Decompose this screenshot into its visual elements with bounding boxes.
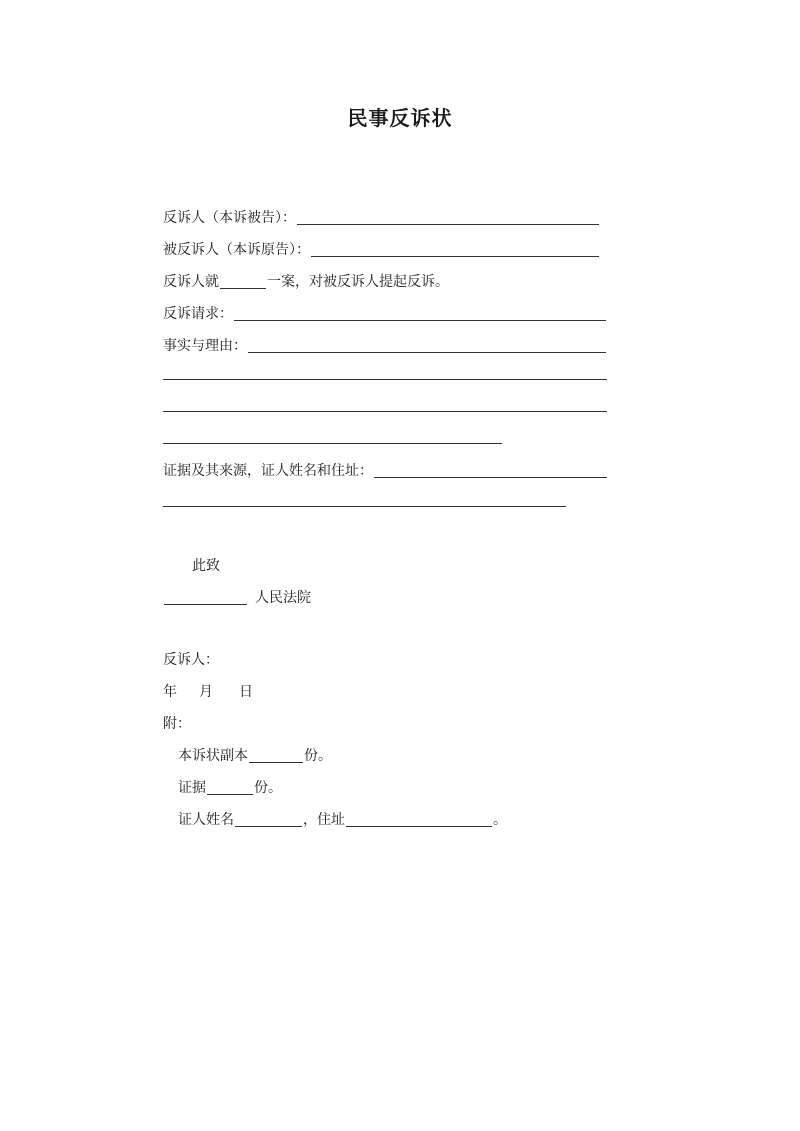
copy-prefix: 本诉状副本 — [178, 748, 248, 764]
evidence-label: 证据及其来源，证人姓名和住址： — [163, 463, 373, 479]
case-statement-row — [163, 268, 449, 292]
court-row — [163, 584, 311, 608]
copy-suffix: 份。 — [304, 748, 332, 764]
salutation-row — [192, 552, 220, 576]
facts-blank-line-3[interactable] — [163, 411, 607, 412]
evidence-row — [163, 457, 608, 481]
claims-row — [163, 300, 607, 324]
evidence-count-prefix: 证据 — [178, 780, 206, 796]
counter-plaintiff-label: 反诉人（本诉被告）： — [163, 210, 296, 226]
copy-count-blank[interactable] — [249, 746, 303, 763]
salutation: 此致 — [192, 558, 220, 574]
counter-defendant-row — [163, 236, 600, 260]
witness-row — [178, 806, 507, 830]
evidence-blank[interactable] — [374, 461, 607, 478]
witness-name-blank[interactable] — [235, 810, 302, 827]
witness-name-label: 证人姓名 — [178, 812, 234, 828]
counter-plaintiff-row — [163, 204, 600, 228]
facts-blank[interactable] — [248, 336, 606, 353]
claims-label: 反诉请求： — [163, 306, 233, 322]
case-prefix: 反诉人就 — [163, 274, 219, 290]
facts-blank-line-4[interactable] — [163, 443, 502, 444]
copy-row — [178, 742, 332, 766]
facts-blank-line-2[interactable] — [163, 379, 607, 380]
court-name-blank[interactable] — [164, 588, 247, 605]
counter-plaintiff-blank[interactable] — [297, 208, 599, 225]
signer-label: 反诉人： — [163, 652, 219, 668]
witness-end: 。 — [493, 812, 507, 828]
claims-blank[interactable] — [234, 304, 606, 321]
facts-label: 事实与理由： — [163, 338, 247, 354]
date-year: 年 — [163, 684, 177, 700]
date-row — [163, 678, 253, 702]
court-suffix: 人民法院 — [255, 590, 311, 606]
witness-address-blank[interactable] — [346, 810, 492, 827]
document-title: 民事反诉状 — [347, 106, 453, 130]
facts-row — [163, 332, 607, 356]
evidence-blank-line-2[interactable] — [163, 506, 566, 507]
counter-defendant-blank[interactable] — [311, 240, 599, 257]
evidence-count-blank[interactable] — [207, 778, 253, 795]
case-suffix: 一案，对被反诉人提起反诉。 — [267, 274, 449, 290]
signer-row — [163, 646, 219, 670]
witness-address-label: ，住址 — [303, 812, 345, 828]
attachments-heading-row — [163, 710, 191, 734]
attachments-heading: 附： — [163, 716, 191, 732]
case-name-blank[interactable] — [220, 272, 266, 289]
date-month: 月 — [199, 684, 213, 700]
date-day: 日 — [239, 684, 253, 700]
evidence-count-suffix: 份。 — [254, 780, 282, 796]
counter-defendant-label: 被反诉人（本诉原告）： — [163, 242, 310, 258]
evidence-count-row — [178, 774, 282, 798]
